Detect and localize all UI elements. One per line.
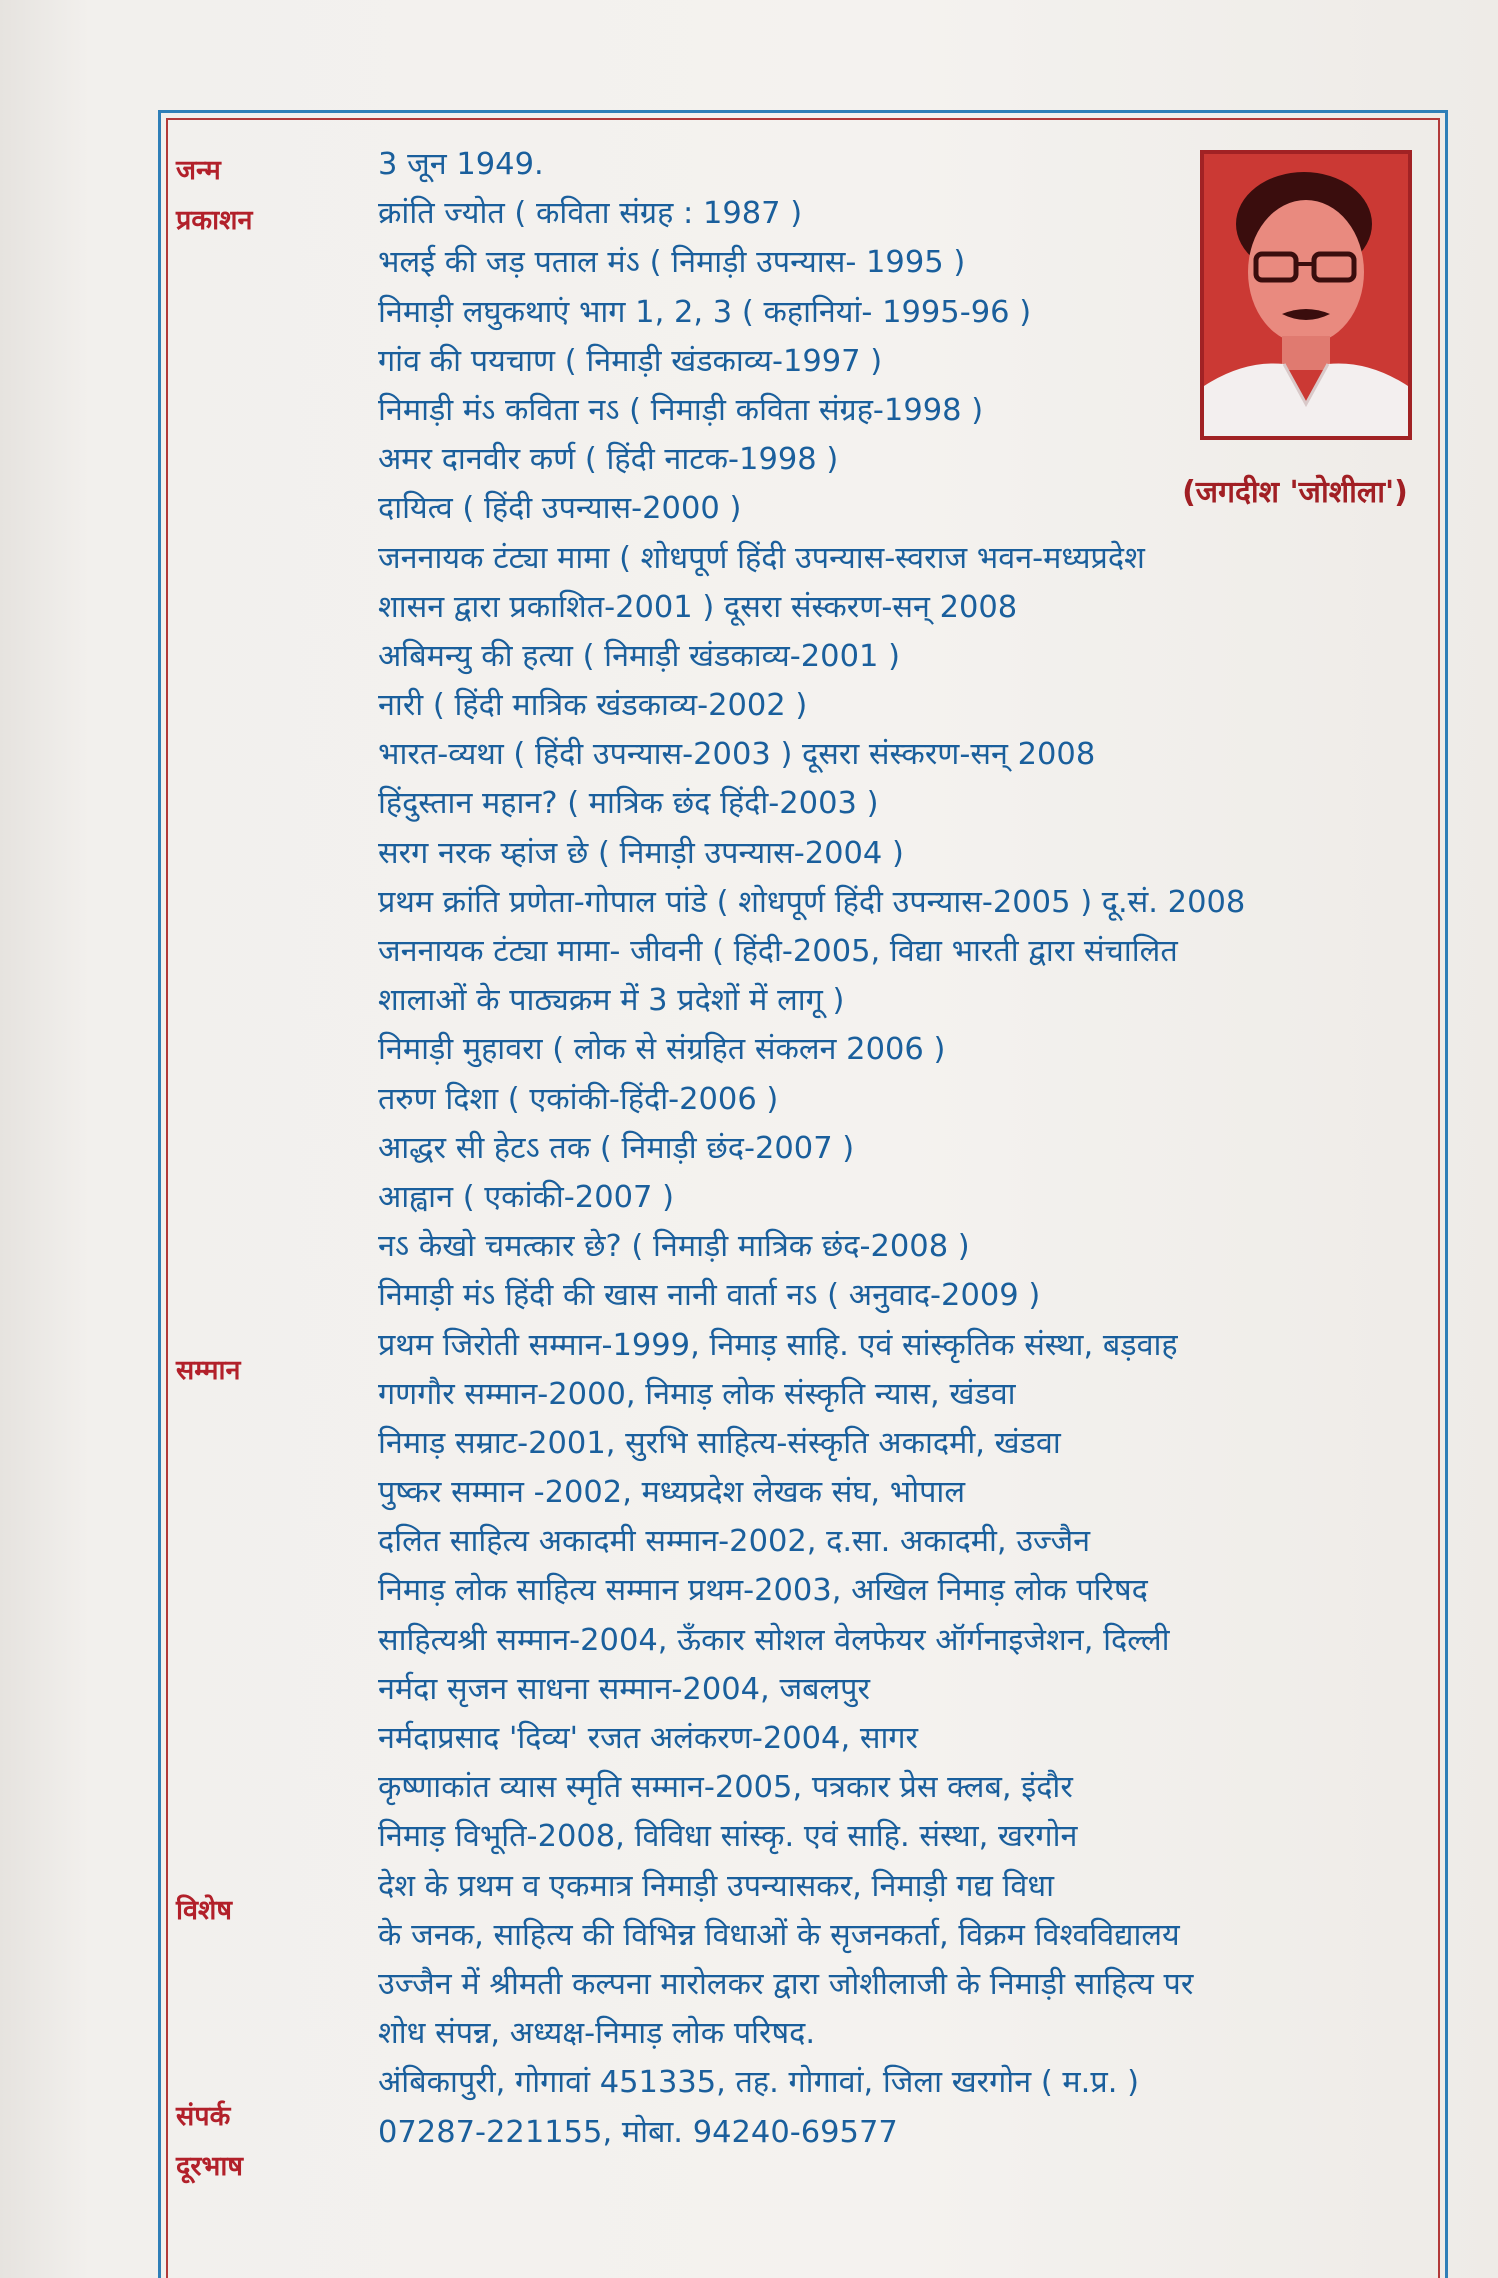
- text-line: भारत-व्यथा ( हिंदी उपन्यास-2003 ) दूसरा संस्करण-सन् 2008: [378, 737, 1096, 773]
- text-line: अंबिकापुरी, गोगावां 451335, तह. गोगावां, जिला खरगोन ( म.प्र. ): [378, 2065, 1139, 2101]
- text-line: शालाओं के पाठ्यक्रम में 3 प्रदेशों में लागू ): [378, 983, 845, 1019]
- text-line: गणगौर सम्मान-2000, निमाड़ लोक संस्कृति न्यास, खंडवा: [378, 1376, 1016, 1412]
- text-line: निमाड़ लोक साहित्य सम्मान प्रथम-2003, अखिल निमाड़ लोक परिषद: [378, 1573, 1148, 1609]
- label-publications: प्रकाशन: [176, 205, 253, 236]
- label-birth: जन्म: [176, 155, 221, 186]
- photo-caption: (जगदीश 'जोशीला'): [1182, 475, 1408, 510]
- text-line: क्रांति ज्योत ( कविता संग्रह : 1987 ): [378, 196, 803, 232]
- text-line: आह्वान ( एकांकी-2007 ): [378, 1179, 675, 1215]
- label-contact: संपर्क: [176, 2101, 231, 2132]
- text-line: निमाड़ सम्राट-2001, सुरभि साहित्य-संस्कृति अकादमी, खंडवा: [378, 1425, 1061, 1461]
- text-line: आद्धर सी हेटऽ तक ( निमाड़ी छंद-2007 ): [378, 1130, 855, 1166]
- text-line: सरग नरक य्हांज छे ( निमाड़ी उपन्यास-2004 ): [378, 835, 904, 871]
- text-line: 07287-221155, मोबा. 94240-69577: [378, 2114, 898, 2150]
- text-line: साहित्यश्री सम्मान-2004, ऊँकार सोशल वेलफेयर ऑर्गनाइजेशन, दिल्ली: [378, 1622, 1170, 1658]
- text-line: निमाड़ी लघुकथाएं भाग 1, 2, 3 ( कहानियां- 1995-96 ): [378, 294, 1032, 330]
- label-phone: दूरभाष: [176, 2151, 243, 2182]
- text-line: जननायक टंट्या मामा ( शोधपूर्ण हिंदी उपन्यास-स्वराज भवन-मध्यप्रदेश: [378, 540, 1145, 576]
- text-line: अबिमन्यु की हत्या ( निमाड़ी खंडकाव्य-2001 ): [378, 638, 900, 674]
- text-line: नारी ( हिंदी मात्रिक खंडकाव्य-2002 ): [378, 688, 808, 724]
- text-line: भलई की जड़ पताल मंऽ ( निमाड़ी उपन्यास- 1995 ): [378, 245, 966, 281]
- text-line: दलित साहित्य अकादमी सम्मान-2002, द.सा. अकादमी, उज्जैन: [378, 1524, 1091, 1560]
- text-line: उज्जैन में श्रीमती कल्पना मारोलकर द्वारा जोशीलाजी के निमाड़ी साहित्य पर: [378, 1966, 1194, 2002]
- text-line: नर्मदा सृजन साधना सम्मान-2004, जबलपुर: [378, 1671, 870, 1707]
- label-special: विशेष: [176, 1895, 232, 1926]
- text-line: प्रथम जिरोती सम्मान-1999, निमाड़ साहि. एवं सांस्कृतिक संस्था, बड़वाह: [378, 1327, 1178, 1363]
- text-line: शोध संपन्न, अध्यक्ष-निमाड़ लोक परिषद.: [378, 2016, 816, 2052]
- text-line: निमाड़ विभूति-2008, विविधा सांस्कृ. एवं साहि. संस्था, खरगोन: [378, 1819, 1078, 1855]
- text-line: दायित्व ( हिंदी उपन्यास-2000 ): [378, 491, 742, 527]
- label-honours: सम्मान: [176, 1355, 241, 1386]
- text-line: अमर दानवीर कर्ण ( हिंदी नाटक-1998 ): [378, 442, 839, 478]
- text-line: शासन द्वारा प्रकाशित-2001 ) दूसरा संस्करण-सन् 2008: [378, 589, 1018, 625]
- text-line: प्रथम क्रांति प्रणेता-गोपाल पांडे ( शोधपूर्ण हिंदी उपन्यास-2005 ) दू.सं. 2008: [378, 884, 1246, 920]
- text-line: हिंदुस्तान महान? ( मात्रिक छंद हिंदी-2003 ): [378, 786, 879, 822]
- text-line: निमाड़ी मंऽ हिंदी की खास नानी वार्ता नऽ ( अनुवाद-2009 ): [378, 1278, 1041, 1314]
- text-line: 3 जून 1949.: [378, 147, 544, 182]
- text-line: निमाड़ी मुहावरा ( लोक से संग्रहित संकलन 2006 ): [378, 1032, 946, 1068]
- text-line: निमाड़ी मंऽ कविता नऽ ( निमाड़ी कविता संग्रह-1998 ): [378, 392, 984, 428]
- text-line: कृष्णाकांत व्यास स्मृति सम्मान-2005, पत्रकार प्रेस क्लब, इंदौर: [378, 1770, 1073, 1806]
- biography-text: [378, 140, 1458, 2157]
- text-line: नऽ केखो चमत्कार छे? ( निमाड़ी मात्रिक छंद-2008 ): [378, 1229, 970, 1265]
- text-line: गांव की पयचाण ( निमाड़ी खंडकाव्य-1997 ): [378, 343, 883, 379]
- text-line: नर्मदाप्रसाद 'दिव्य' रजत अलंकरण-2004, सागर: [378, 1721, 918, 1756]
- text-line: जननायक टंट्या मामा- जीवनी ( हिंदी-2005, विद्या भारती द्वारा संचालित: [378, 934, 1178, 969]
- text-line: देश के प्रथम व एकमात्र निमाड़ी उपन्यासकर, निमाड़ी गद्य विधा: [378, 1868, 1055, 1904]
- text-line: तरुण दिशा ( एकांकी-हिंदी-2006 ): [378, 1081, 779, 1117]
- text-line: के जनक, साहित्य की विभिन्न विधाओं के सृजनकर्ता, विक्रम विश्वविद्यालय: [378, 1917, 1180, 1953]
- text-line: पुष्कर सम्मान -2002, मध्यप्रदेश लेखक संघ, भोपाल: [378, 1475, 965, 1511]
